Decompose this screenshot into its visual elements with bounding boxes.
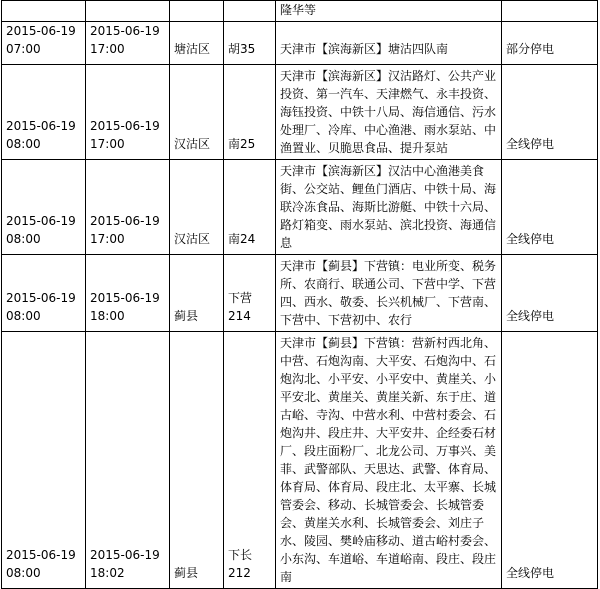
end-time-cell: 2015-06-19 17:00 bbox=[86, 160, 170, 255]
line-cell: 南24 bbox=[224, 160, 276, 255]
area-cell: 天津市【滨海新区】汉沽中心渔港美食街、公交站、鲤鱼门酒店、中铁十局、海联冷冻食品、海斯比游艇、中铁十六局、路灯箱变、雨水泵站、滨北投资、海通信息 bbox=[276, 160, 502, 255]
area-cell: 天津市【蓟县】下营镇：营新村西北角、中营、石炮沟南、大平安、石炮沟中、石炮沟北、小平安、小平安中、黄崖关、小平安北、黄崖关、黄崖关新、东于庄、道古峪、寺沟、中营水利、中营村委会、石炮沟井、段庄井、大平安井、企经委石材厂、段庄面粉厂、北龙公司、万事兴、美菲、武警部队、天思达、武警、体育局、体育局、体育局、段庄北、太平寨、长城管委会、移动、长城管委会、长城管委会、黄崖关水利、长城管委会、刘庄子水、陵园、樊岭庙移动、道古峪村委会、小东沟、车道峪、车道峪南、段庄、段庄南 bbox=[276, 332, 502, 589]
end-time-cell bbox=[86, 1, 170, 22]
district-cell: 塘沽区 bbox=[170, 22, 224, 65]
table-row bbox=[2, 160, 598, 255]
type-cell: 全线停电 bbox=[502, 160, 598, 255]
outage-table bbox=[1, 0, 598, 589]
district-cell: 蓟县 bbox=[170, 332, 224, 589]
start-time-cell bbox=[2, 1, 86, 22]
type-cell: 全线停电 bbox=[502, 255, 598, 332]
type-cell: 部分停电 bbox=[502, 22, 598, 65]
type-cell: 全线停电 bbox=[502, 65, 598, 160]
end-time-cell: 2015-06-19 18:02 bbox=[86, 332, 170, 589]
end-time-cell: 2015-06-19 17:00 bbox=[86, 65, 170, 160]
area-cell: 天津市【滨海新区】汉沽路灯、公共产业投资、第一汽车、天津燃气、永丰投资、海钰投资、中铁十八局、海信通信、污水处理厂、冷库、中心渔港、雨水泵站、中渔置业、贝脆思食品、提升泵站 bbox=[276, 65, 502, 160]
type-cell bbox=[502, 1, 598, 22]
line-cell: 下营214 bbox=[224, 255, 276, 332]
start-time-cell: 2015-06-19 08:00 bbox=[2, 160, 86, 255]
table-row bbox=[2, 1, 598, 22]
table-row bbox=[2, 255, 598, 332]
start-time-cell: 2015-06-19 08:00 bbox=[2, 65, 86, 160]
type-cell: 全线停电 bbox=[502, 332, 598, 589]
area-cell: 隆华等 bbox=[276, 1, 502, 22]
end-time-cell: 2015-06-19 17:00 bbox=[86, 22, 170, 65]
line-cell: 南25 bbox=[224, 65, 276, 160]
district-cell: 汉沽区 bbox=[170, 160, 224, 255]
table-row bbox=[2, 332, 598, 589]
table-row bbox=[2, 22, 598, 65]
line-cell: 下长212 bbox=[224, 332, 276, 589]
area-cell: 天津市【滨海新区】塘沽四队南 bbox=[276, 22, 502, 65]
district-cell bbox=[170, 1, 224, 22]
start-time-cell: 2015-06-19 08:00 bbox=[2, 255, 86, 332]
start-time-cell: 2015-06-19 07:00 bbox=[2, 22, 86, 65]
area-cell: 天津市【蓟县】下营镇：电业所变、税务所、农商行、联通公司、下营中学、下营四、西水、敬委、长兴机械厂、下营南、下营中、下营初中、农行 bbox=[276, 255, 502, 332]
start-time-cell: 2015-06-19 08:00 bbox=[2, 332, 86, 589]
district-cell: 蓟县 bbox=[170, 255, 224, 332]
line-cell: 胡35 bbox=[224, 22, 276, 65]
district-cell: 汉沽区 bbox=[170, 65, 224, 160]
table-row bbox=[2, 65, 598, 160]
line-cell bbox=[224, 1, 276, 22]
end-time-cell: 2015-06-19 18:00 bbox=[86, 255, 170, 332]
